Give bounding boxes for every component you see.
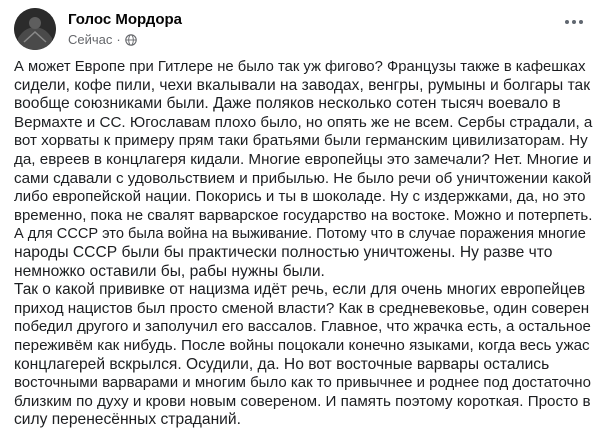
post-text-line: силу перенесённых страданий. bbox=[14, 411, 241, 429]
post-text-line: А для СССР это была война на выживание. Потому что в случае поражения многие bbox=[14, 226, 586, 243]
meta-separator: · bbox=[116, 32, 121, 47]
post-text-line: временно, пока не свалят варварское государство на востоке. Можно и потерпеть. bbox=[14, 206, 593, 224]
author-avatar[interactable] bbox=[14, 8, 56, 50]
more-dot bbox=[572, 20, 576, 24]
post-text-line: вообще союзниками были. Даже поляков несколько сотен тысяч воевало в bbox=[14, 95, 561, 113]
globe-icon[interactable] bbox=[125, 34, 137, 46]
post-text-line: переживём как нибудь. После войны поцокали конечно языками, когда весь ужас bbox=[14, 336, 590, 354]
post-text-line: да, евреев в концлагеря кидали. Многие европейцы это замечали? Нет. Многие и bbox=[14, 150, 592, 168]
post-text-line: сами сдавали с удовольствием и прибылью. Не было речи об уничтожении какой bbox=[14, 169, 592, 187]
post-text-line: Так о какой прививке от нацизма идёт речь, если для очень многих европейцев bbox=[14, 281, 586, 299]
post-body bbox=[14, 58, 592, 430]
post-text-line: народы СССР были бы практически полностью уничтожены. Ну разве что bbox=[14, 243, 553, 261]
more-dot bbox=[579, 20, 583, 24]
post-text-line: либо европейской нации. Покорись и ты в шоколаде. Ну с издержками, да, но это bbox=[14, 188, 586, 206]
post-text-line: вот хорваты к примеру прям таки братьями были германским цивилизаторам. Ну bbox=[14, 132, 588, 150]
post-text-line: приход нацистов был просто сменой власти? Как в средневековье, один соверен bbox=[14, 299, 590, 317]
more-dot bbox=[565, 20, 569, 24]
post-text-line: концлагерей вскрылся. Осудили, да. Но вот восточные варвары остались bbox=[14, 355, 550, 373]
more-options-icon[interactable] bbox=[562, 14, 586, 30]
post-header bbox=[14, 8, 586, 52]
post-text-line: немножко оставили бы, рабы нужны были. bbox=[14, 262, 325, 280]
post-text-line: победил другого и заполучил его вассалов. Главное, что жрачка есть, а остальное bbox=[14, 318, 591, 336]
post-text-line: близким по духу и крови новым совереном. И память поэтому короткая. Просто в bbox=[14, 392, 591, 410]
author-name[interactable]: Голос Мордора bbox=[68, 11, 182, 28]
post-timestamp[interactable]: Сейчас bbox=[68, 32, 113, 47]
post-text-line: сидели, кофе пили, чехи вкалывали на заводах, венгры, румыны и болгары так bbox=[14, 76, 591, 94]
post-text-line: А может Европе при Гитлере не было так уж фигово? Французы также в кафешках bbox=[14, 59, 586, 75]
post-meta bbox=[68, 32, 137, 47]
post-text-line: восточными варварами и многим было как то привычнее и роднее под достаточно bbox=[14, 374, 591, 392]
post-text-line: Вермахте и СС. Югославам плохо было, но опять же не всем. Сербы страдали, а bbox=[14, 113, 593, 131]
